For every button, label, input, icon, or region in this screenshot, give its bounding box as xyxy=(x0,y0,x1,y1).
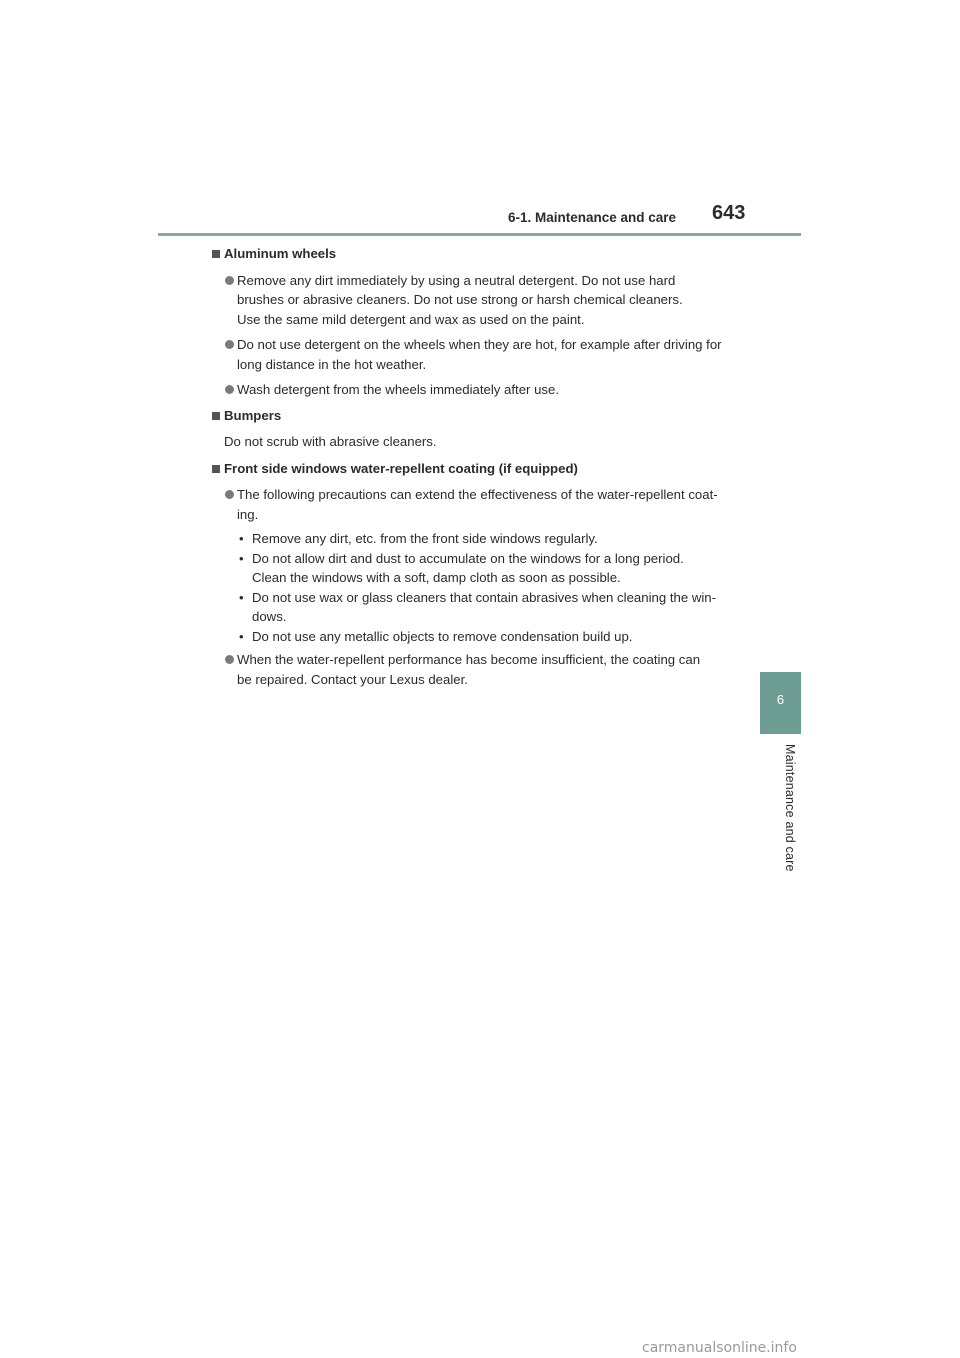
bullet-line: be repaired. Contact your Lexus dealer. xyxy=(237,671,468,687)
heading-text: Aluminum wheels xyxy=(224,246,337,261)
sub-list xyxy=(212,529,750,646)
circle-bullet-icon xyxy=(225,385,234,394)
bullet-line: Remove any dirt immediately by using a neutral detergent. Do not use hard xyxy=(237,272,676,288)
sub-line: Do not use any metallic objects to remove condensation build up. xyxy=(252,628,633,644)
sub-line: Do not use wax or glass cleaners that contain abrasives when cleaning the win- xyxy=(252,589,717,605)
small-bullet-icon: • xyxy=(239,531,244,546)
heading-bumpers xyxy=(212,406,750,426)
circle-bullet-icon xyxy=(225,655,234,664)
chapter-number: 6 xyxy=(776,692,785,707)
sub-line: Clean the windows with a soft, damp cloth as soon as possible. xyxy=(252,570,621,585)
bullet-line: When the water-repellent performance has become insufficient, the coating can xyxy=(237,652,701,667)
bullet-line: The following precautions can extend the effectiveness of the water-repellent coat- xyxy=(237,487,718,502)
sub-item xyxy=(237,627,750,647)
bullet-line: long distance in the hot weather. xyxy=(237,356,427,372)
square-bullet-icon xyxy=(212,465,220,473)
bullet-line: Do not use detergent on the wheels when they are hot, for example after driving for xyxy=(237,337,722,352)
heading-text: Bumpers xyxy=(224,407,282,423)
bullet-item xyxy=(212,485,750,524)
circle-bullet-icon xyxy=(225,340,234,349)
page-number: 643 xyxy=(712,202,746,224)
bullet-line: ing. xyxy=(237,506,259,522)
circle-bullet-icon xyxy=(225,276,234,285)
bullet-item xyxy=(212,335,750,374)
chapter-tab xyxy=(760,672,801,734)
sub-item xyxy=(237,549,750,588)
page-content xyxy=(212,244,750,695)
heading-text: Front side windows water-repellent coating (if equipped) xyxy=(224,460,578,476)
circle-bullet-icon xyxy=(225,490,234,499)
footer-watermark: carmanualsonline.info xyxy=(642,1340,797,1356)
sub-line: Remove any dirt, etc. from the front side windows regularly. xyxy=(252,531,598,546)
sub-item xyxy=(237,588,750,627)
paragraph: Do not scrub with abrasive cleaners. xyxy=(224,434,437,449)
bullet-line: Wash detergent from the wheels immediately after use. xyxy=(237,382,560,397)
heading-aluminum-wheels xyxy=(212,244,750,264)
square-bullet-icon xyxy=(212,412,220,420)
section-title: 6-1. Maintenance and care xyxy=(508,210,677,225)
sub-line: dows. xyxy=(252,609,287,624)
square-bullet-icon xyxy=(212,250,220,258)
small-bullet-icon: • xyxy=(239,550,244,566)
chapter-label: Maintenance and care xyxy=(783,744,797,872)
heading-water-repellent-coating xyxy=(212,459,750,479)
bullet-item xyxy=(212,271,750,330)
bullet-line: Use the same mild detergent and wax as used on the paint. xyxy=(237,311,585,327)
bullet-line: brushes or abrasive cleaners. Do not use strong or harsh chemical cleaners. xyxy=(237,292,683,307)
header-rule xyxy=(158,233,801,236)
small-bullet-icon: • xyxy=(239,628,244,644)
bullet-item xyxy=(212,650,750,689)
sub-line: Do not allow dirt and dust to accumulate on the windows for a long period. xyxy=(252,550,684,566)
sub-item xyxy=(237,529,750,549)
small-bullet-icon: • xyxy=(239,589,244,605)
bullet-item xyxy=(212,380,750,400)
